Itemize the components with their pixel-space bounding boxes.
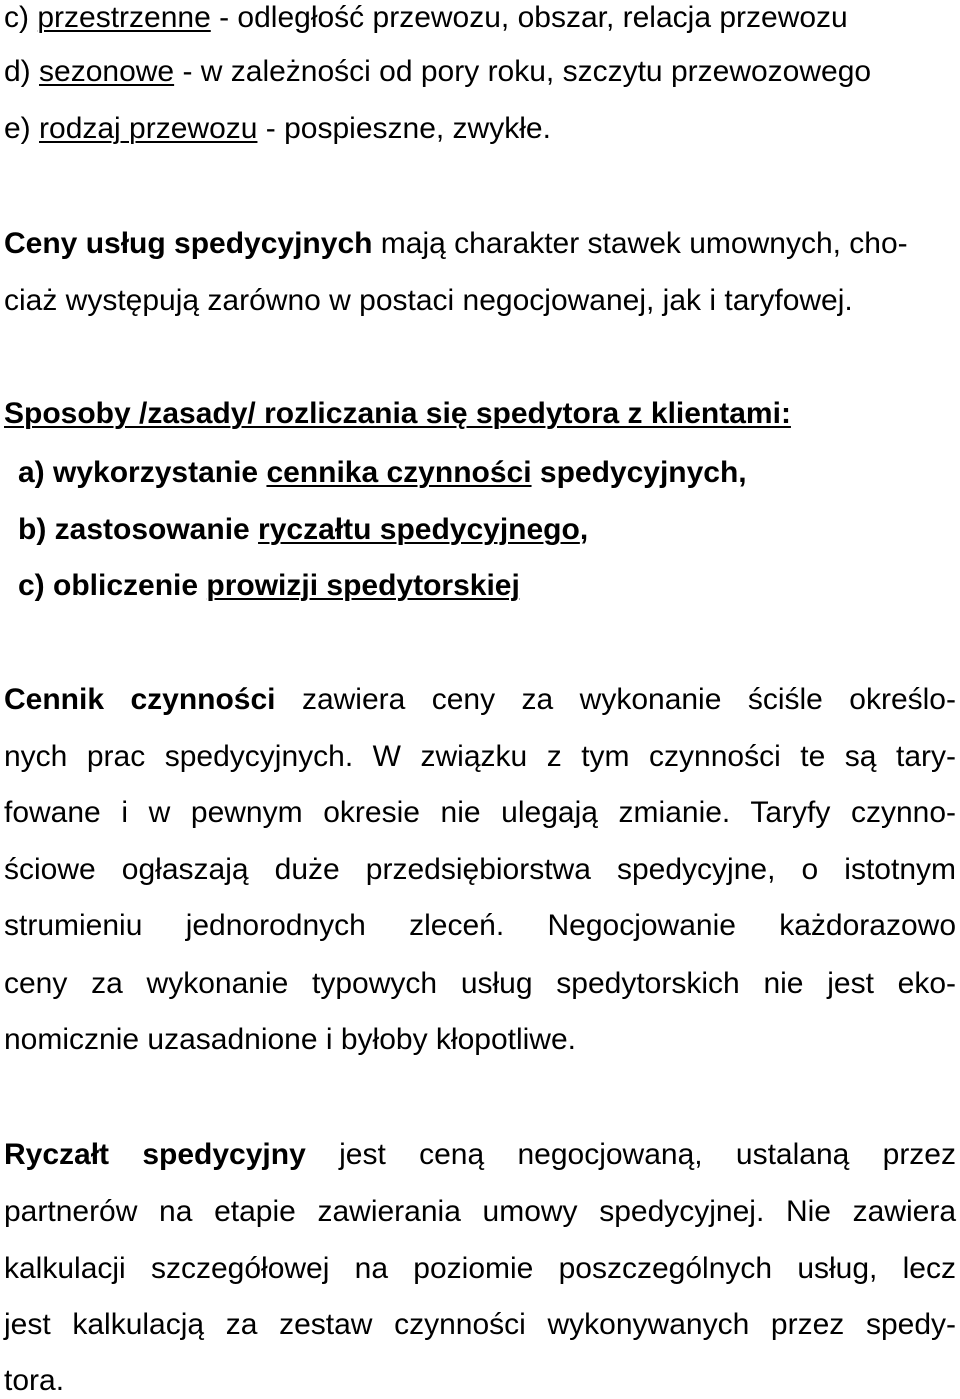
cennik-text: zawiera ceny za wykonanie ściśle określo- [301, 683, 956, 716]
sposoby-prefix: c) obliczenie [18, 569, 207, 602]
list-item-text: - odległość przewozu, obszar, relacja przewozu [210, 1, 848, 34]
list-prefix: d) [4, 55, 40, 88]
sposoby-item-b [18, 512, 588, 548]
sposoby-text: spedycyjnych, [531, 456, 747, 489]
cennik-line-2: nych prac spedycyjnych. W związku z tym czynności te są tary- [4, 740, 956, 773]
term-sezonowe: sezonowe [39, 55, 175, 88]
ryczalt-line-3: kalkulacji szczegółowej na poziomie poszczególnych usług, lecz [4, 1252, 956, 1285]
cennik-line-4: ściowe ogłaszają duże przedsiębiorstwa spedycyjne, o istotnym [4, 853, 956, 886]
ryczalt-line-5: tora. [4, 1364, 65, 1397]
sposoby-prefix: a) wykorzystanie [18, 456, 267, 489]
list-item-text: - w zależności od pory roku, szczytu przewozowego [174, 55, 872, 88]
cennik-line-3: fowane i w pewnym okresie nie ulegają zmianie. Taryfy czynno- [4, 796, 956, 829]
sposoby-text: , [579, 513, 589, 546]
term-rodzaj-przewozu: rodzaj przewozu [39, 112, 258, 145]
term-ryczalt: ryczałtu spedycyjnego [258, 513, 580, 546]
ryczalt-text: jest ceną negocjowaną, ustalaną przez [339, 1138, 956, 1171]
list-prefix: e) [4, 112, 40, 145]
sposoby-prefix: b) zastosowanie [18, 513, 259, 546]
cennik-line-5: strumieniu jednorodnych zleceń. Negocjowanie każdorazowo [4, 909, 956, 942]
term-cennik-czynnosci: cennika czynności [266, 456, 532, 489]
ryczalt-line-4: jest kalkulacją za zestaw czynności wykonywanych przez spedy- [4, 1308, 956, 1341]
ceny-term: Ceny usług spedycyjnych [4, 227, 373, 260]
list-item-text: - pospieszne, zwykłe. [257, 112, 551, 145]
cennik-line-7: nomicznie uzasadnione i byłoby kłopotliwe. [4, 1023, 576, 1056]
ceny-text: mają charakter stawek umownych, cho- [372, 227, 908, 260]
ryczalt-line-1 [4, 1137, 956, 1173]
term-przestrzenne: przestrzenne [37, 1, 211, 34]
ryczalt-line-2: partnerów na etapie zawierania umowy spedycyjnej. Nie zawiera [4, 1195, 956, 1228]
sposoby-heading: Sposoby /zasady/ rozliczania się spedytora z klientami: [4, 397, 791, 430]
ceny-paragraph-line-2: ciaż występują zarówno w postaci negocjowanej, jak i taryfowej. [4, 284, 853, 317]
list-item-e [4, 111, 551, 147]
sposoby-item-c [18, 568, 520, 604]
list-prefix: c) [4, 1, 38, 34]
list-item-c [4, 0, 848, 36]
cennik-term: Cennik czynności [4, 683, 276, 716]
ryczalt-term: Ryczałt spedycyjny [4, 1138, 306, 1171]
term-prowizja: prowizji spedytorskiej [206, 569, 520, 602]
list-item-d [4, 54, 871, 90]
cennik-line-6: ceny za wykonanie typowych usług spedytorskich nie jest eko- [4, 967, 956, 1000]
ceny-paragraph-line-1 [4, 226, 908, 262]
cennik-line-1 [4, 682, 956, 718]
sposoby-item-a [18, 455, 747, 491]
